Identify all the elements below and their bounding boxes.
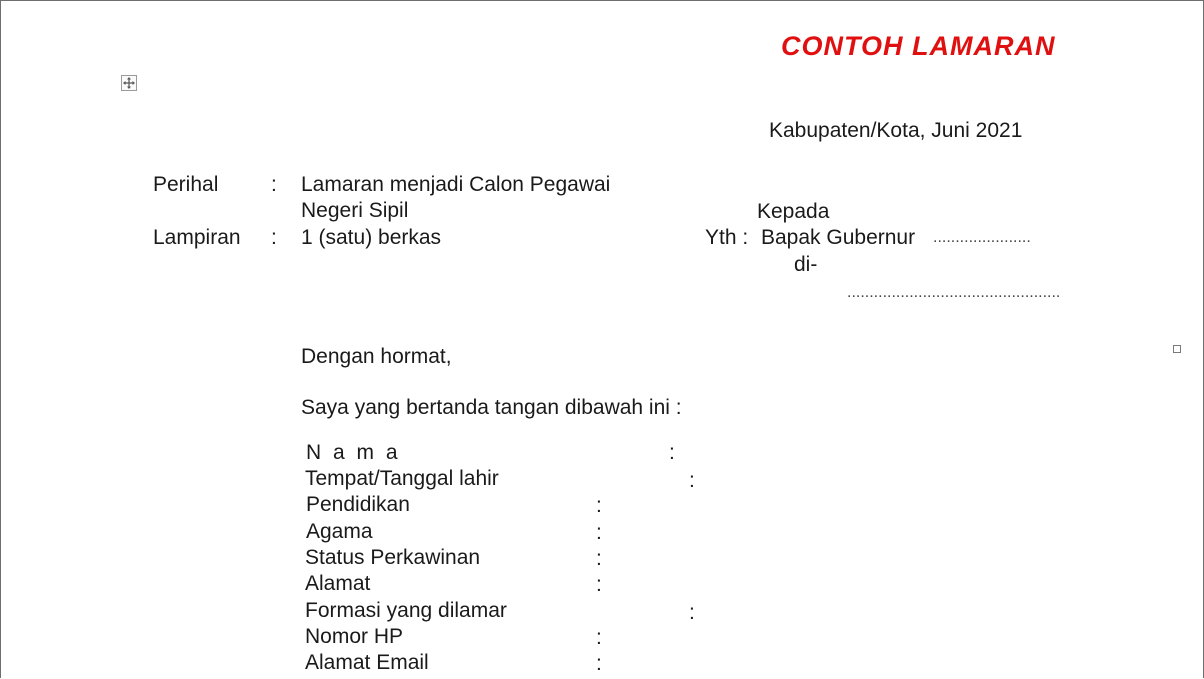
field-label-tempat-tanggal-lahir: Tempat/Tanggal lahir	[305, 467, 499, 490]
greeting: Dengan hormat,	[301, 345, 452, 368]
field-colon-formasi-yang-dilamar: :	[689, 601, 695, 624]
intro-text: Saya yang bertanda tangan dibawah ini :	[301, 396, 682, 419]
field-colon-agama: :	[596, 521, 602, 544]
table-resize-handle[interactable]	[1173, 345, 1181, 353]
move-icon	[123, 77, 135, 89]
field-label-nama: N a m a	[306, 441, 401, 464]
field-colon-pendidikan: :	[596, 494, 602, 517]
field-colon-nama: :	[669, 441, 675, 464]
field-colon-alamat: :	[596, 573, 602, 596]
perihal-label: Perihal	[153, 173, 219, 196]
field-label-agama: Agama	[306, 520, 373, 543]
recipient-yth: Yth :	[705, 226, 749, 249]
field-label-status-perkawinan: Status Perkawinan	[305, 546, 481, 569]
lampiran-label: Lampiran	[153, 226, 241, 249]
recipient-name-dots: ......................	[933, 229, 1031, 246]
field-colon-tempat-tanggal-lahir: :	[689, 469, 695, 492]
perihal-value-line1: Lamaran menjadi Calon Pegawai	[301, 173, 611, 196]
field-colon-status-perkawinan: :	[596, 547, 602, 570]
place-date: Kabupaten/Kota, Juni 2021	[769, 119, 1023, 142]
field-colon-alamat-email: :	[596, 652, 602, 675]
field-label-alamat: Alamat	[305, 572, 371, 595]
document-title: CONTOH LAMARAN	[781, 31, 1056, 61]
field-label-pendidikan: Pendidikan	[306, 493, 410, 516]
lampiran-colon: :	[271, 226, 277, 249]
field-label-alamat-email: Alamat Email	[305, 651, 429, 674]
recipient-address-dots: ................................................	[847, 284, 1061, 301]
lampiran-value: 1 (satu) berkas	[301, 226, 442, 249]
field-colon-nomor-hp: :	[596, 626, 602, 649]
field-label-formasi-yang-dilamar: Formasi yang dilamar	[305, 599, 507, 622]
recipient-kepada: Kepada	[757, 200, 830, 223]
perihal-value-line2: Negeri Sipil	[301, 199, 409, 222]
field-label-nomor-hp: Nomor HP	[305, 625, 404, 648]
recipient-name: Bapak Gubernur	[761, 226, 916, 249]
recipient-di: di-	[794, 253, 818, 276]
perihal-colon: :	[271, 173, 277, 196]
table-move-handle[interactable]	[121, 75, 137, 91]
